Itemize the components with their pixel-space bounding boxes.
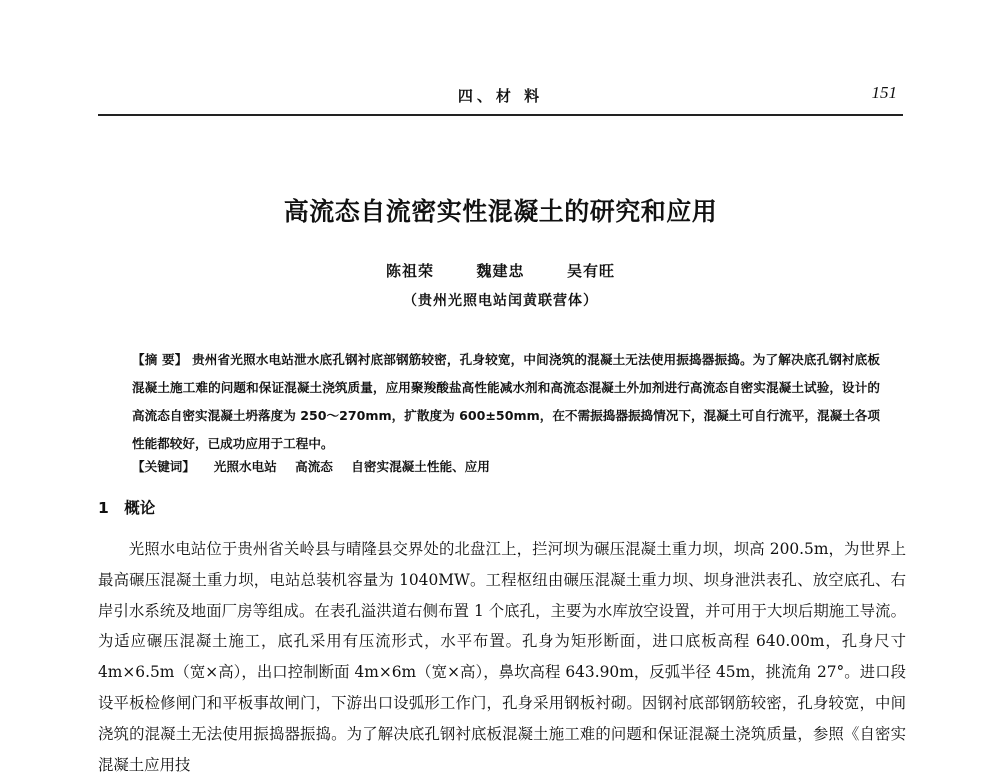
author-list: [98, 260, 903, 281]
keywords: [132, 456, 880, 475]
section-label: 四、材 料: [457, 87, 544, 105]
section-number: 1: [98, 499, 109, 517]
abstract-text: 贵州省光照水电站泄水底孔钢衬底部钢筋较密，孔身较宽，中间浇筑的混凝土无法使用振捣器振捣。为了解决底孔钢衬底板混凝土施工难的问题和保证混凝土浇筑质量，应用聚羧酸盐高性能减水剂和高流态混凝土外加剂进行高流态自密实混凝土试验，设计的高流态自密实混凝土坍落度为 250～270mm，扩散度为 600±50mm，在不需振捣器振捣情况下，混凝土可自行流平，混凝土各项性能都较好，已成功应用于工程中。: [132, 352, 881, 451]
keyword: 光照水电站: [213, 459, 277, 474]
author-name: 陈祖荣: [386, 262, 435, 280]
running-header: [98, 78, 903, 116]
page-number: 151: [871, 83, 897, 102]
keywords-label: 【关键词】: [132, 459, 195, 474]
author-name: 魏建忠: [476, 262, 525, 280]
keyword: 高流态: [295, 459, 333, 474]
abstract: [132, 346, 880, 458]
body-paragraph: 光照水电站位于贵州省关岭县与晴隆县交界处的北盘江上，拦河坝为碾压混凝土重力坝，坝高 200.5m，为世界上最高碾压混凝土重力坝，电站总装机容量为 1040MW。工程枢纽由碾压混凝土重力坝、坝身泄洪表孔、放空底孔、右岸引水系统及地面厂房等组成。在表孔溢洪道右侧布置 1 个底孔，主要为水库放空设置，并可用于大坝后期施工导流。为适应碾压混凝土施工，底孔采用有压流形式，水平布置。孔身为矩形断面，进口底板高程 640.00m，孔身尺寸 4m×6.5m（宽×高），出口控制断面 4m×6m（宽×高），鼻坎高程 643.90m，反弧半径 45m，挑流角 27°。进口段设平板检修闸门和平板事故闸门，下游出口设弧形工作门，孔身采用钢板衬砌。因钢衬底部钢筋较密，孔身较宽，中间浇筑的混凝土无法使用振捣器振捣。为了解决底孔钢衬底板混凝土施工难的问题和保证混凝土浇筑质量，参照《自密实混凝土应用技: [98, 540, 906, 774]
section-heading: [98, 496, 155, 518]
author-name: 吴有旺: [566, 262, 615, 280]
affiliation: （贵州光照电站闰黄联营体）: [403, 293, 598, 309]
keyword: 自密实混凝土性能、应用: [351, 459, 490, 474]
paper-title: 高流态自流密实性混凝土的研究和应用: [283, 197, 718, 226]
abstract-label: 【摘 要】: [132, 352, 188, 367]
section-title: 概论: [124, 499, 156, 517]
